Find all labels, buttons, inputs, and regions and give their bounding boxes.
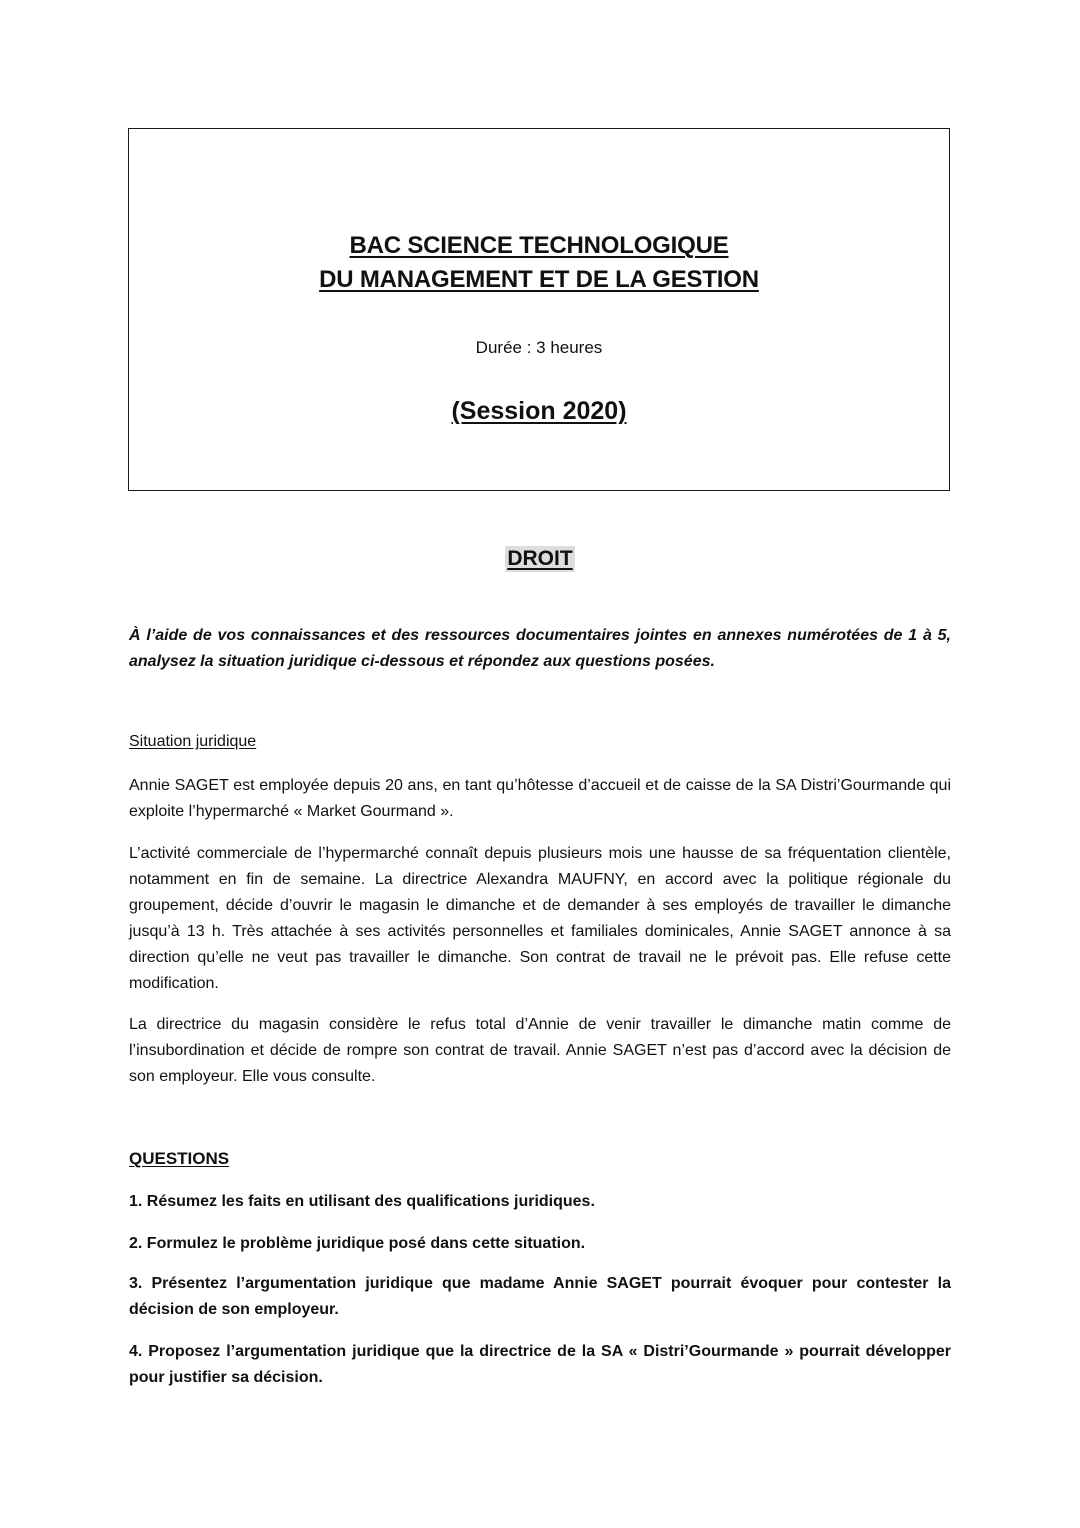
situation-paragraph-1: Annie SAGET est employée depuis 20 ans, en tant qu’hôtesse d’accueil et de caisse de la SA Distri’Gourmande qui exploite l’hypermarché « Market Gourmand ». (129, 777, 951, 820)
exam-title-line-1: BAC SCIENCE TECHNOLOGIQUE (349, 232, 729, 259)
situation-paragraph-2: L’activité commerciale de l’hypermarché connaît depuis plusieurs mois une hausse de sa fréquentation clientèle, notamment en fin de semaine. La directrice Alexandra MAUFNY, en accord avec la politique régionale du groupement, décide d’ouvrir le magasin le dimanche et de demander à ses employés de travailler le dimanche jusqu’à 13 h. Très attachée à ses activités personnelles et familiales dominicales, Annie SAGET annonce à sa direction qu’elle ne veut pas travailler le dimanche. Son contrat de travail ne le prévoit pas. Elle refuse cette modification. (129, 845, 951, 992)
question-2: 2. Formulez le problème juridique posé dans cette situation. (129, 1235, 586, 1252)
exam-title-line-2: DU MANAGEMENT ET DE LA GESTION (319, 266, 759, 293)
questions-heading: QUESTIONS (129, 1149, 230, 1168)
question-4: 4. Proposez l’argumentation juridique que la directrice de la SA « Distri’Gourmande » pourrait développer pour justifier sa décision. (129, 1343, 951, 1386)
instruction-text: À l’aide de vos connaissances et des ressources documentaires jointes en annexes numérotées de 1 à 5, analysez la situation juridique ci-dessous et répondez aux questions posées. (129, 627, 951, 670)
title-box (128, 128, 950, 491)
situation-heading: Situation juridique (129, 733, 257, 750)
question-1: 1. Résumez les faits en utilisant des qualifications juridiques. (129, 1193, 595, 1210)
exam-session: (Session 2020) (451, 397, 627, 425)
question-3: 3. Présentez l’argumentation juridique que madame Annie SAGET pourrait évoquer pour contester la décision de son employeur. (129, 1275, 951, 1318)
situation-paragraph-3: La directrice du magasin considère le refus total d’Annie de venir travailler le dimanche matin comme de l’insubordination et décide de rompre son contrat de travail. Annie SAGET n’est pas d’accord avec la décision de son employeur. Elle vous consulte. (129, 1016, 951, 1085)
subject-label: DROIT (507, 547, 573, 570)
subject-heading (0, 546, 1080, 572)
exam-duration: Durée : 3 heures (475, 338, 603, 357)
